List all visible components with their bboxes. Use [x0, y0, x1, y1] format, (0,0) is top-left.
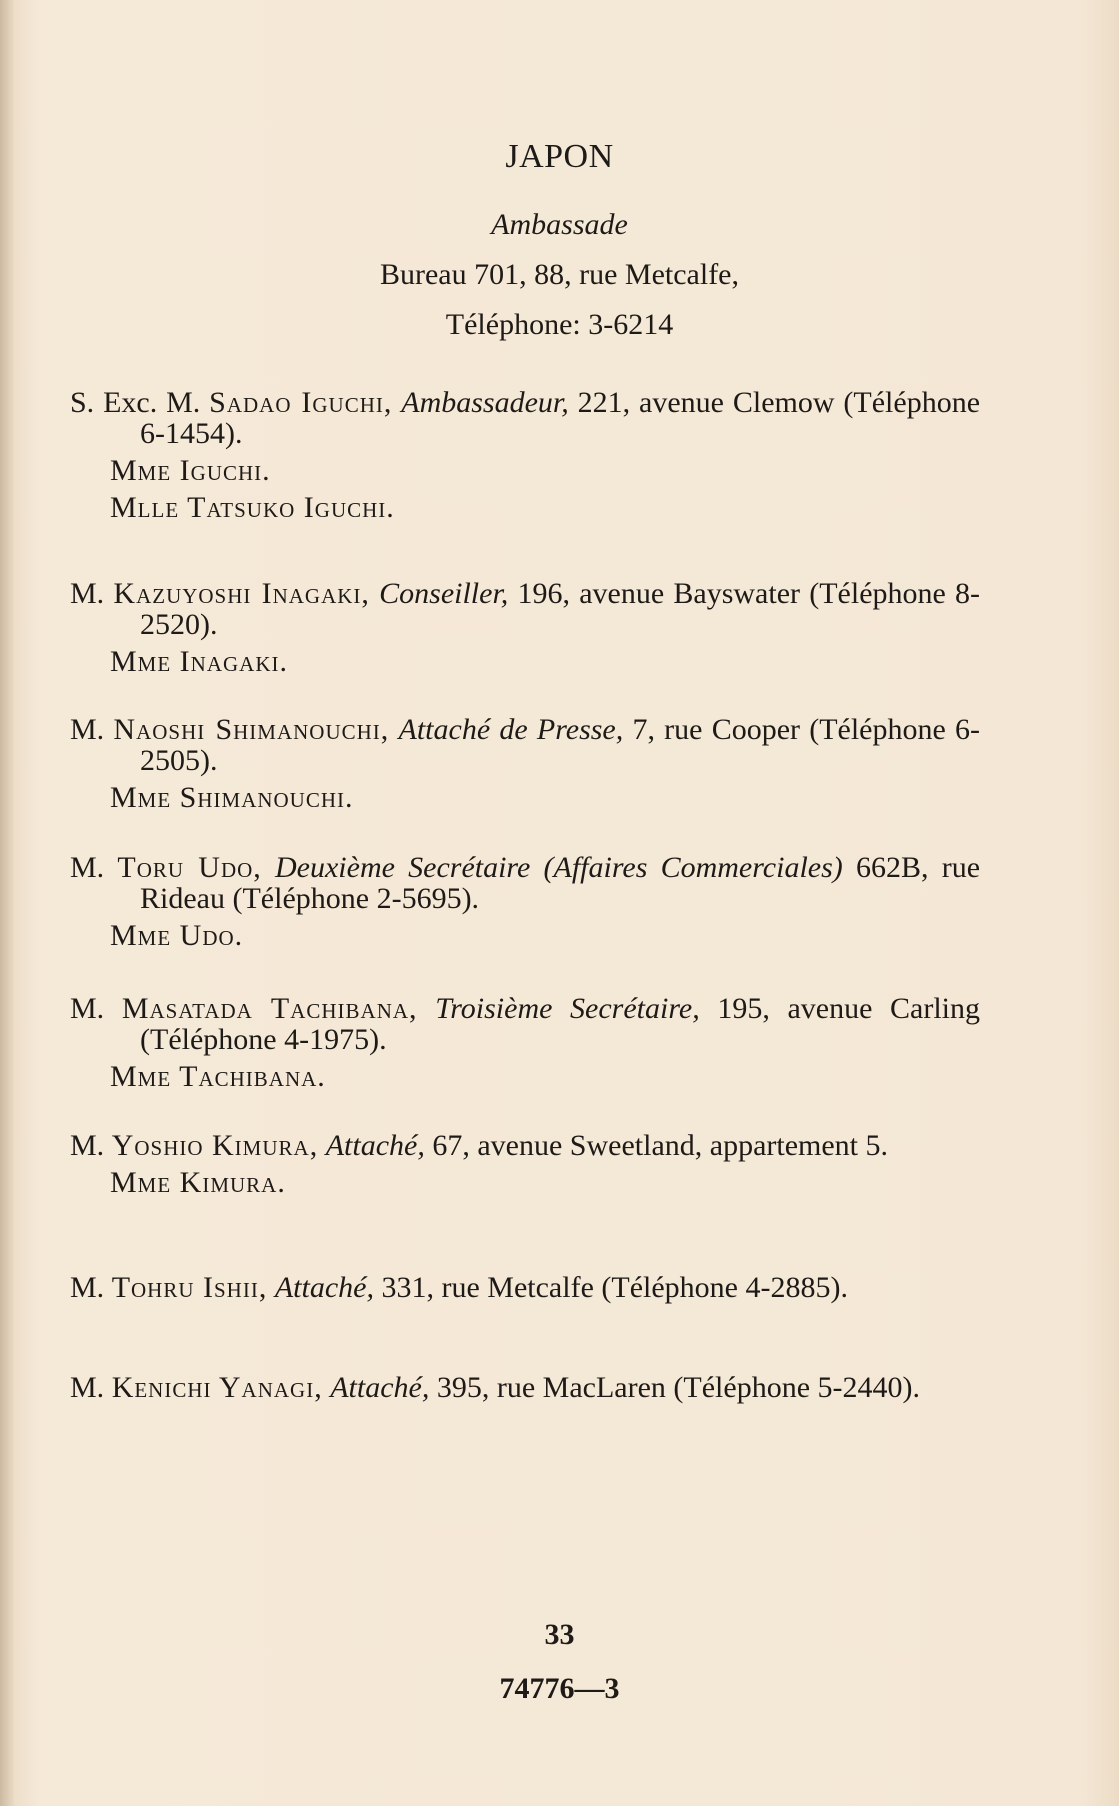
- directory-entry: [70, 714, 980, 813]
- entry-title: Attaché,: [330, 1371, 430, 1404]
- section-heading: Ambassade: [491, 208, 628, 241]
- entry-main-line: [70, 578, 980, 640]
- directory-entry: [70, 1272, 980, 1303]
- entry-details: 221, avenue Clemow (Téléphone 6-1454).: [140, 386, 981, 450]
- entry-details: 331, rue Metcalfe (Téléphone 4-2885).: [381, 1271, 848, 1304]
- country-heading: JAPON: [505, 138, 614, 175]
- entry-prefix: S. Exc. M.: [70, 386, 201, 419]
- entry-name: Toru Udo,: [117, 851, 262, 884]
- entry-details: 395, rue MacLaren (Téléphone 5-2440).: [436, 1371, 920, 1404]
- entry-main-line: [70, 1130, 980, 1161]
- page-number: 33: [544, 1618, 575, 1651]
- entry-title: Ambassadeur,: [401, 386, 569, 419]
- entry-prefix: M.: [70, 992, 105, 1025]
- directory-entry: [70, 1130, 980, 1198]
- entry-title: Troisième Secrétaire,: [435, 992, 700, 1025]
- entry-prefix: M.: [70, 713, 105, 746]
- entry-main-line: [70, 1372, 980, 1403]
- directory-entry: [70, 1372, 980, 1403]
- entry-family-member: Mme Inagaki.: [110, 645, 288, 678]
- entry-prefix: M.: [70, 1371, 105, 1404]
- entry-main-line: [70, 993, 980, 1055]
- entry-main-line: [70, 1272, 980, 1303]
- entry-prefix: M.: [70, 1271, 105, 1304]
- entry-name: Naoshi Shimanouchi,: [113, 713, 390, 746]
- entry-family-member: Mlle Tatsuko Iguchi.: [110, 491, 395, 524]
- directory-entry: [70, 387, 980, 523]
- entry-title: Attaché,: [325, 1129, 425, 1162]
- entry-details: 662B, rue Rideau (Téléphone 2-5695).: [140, 851, 981, 915]
- directory-entry: [70, 993, 980, 1092]
- entry-name: Kazuyoshi Inagaki,: [113, 577, 370, 610]
- entry-details: 67, avenue Sweetland, appartement 5.: [432, 1129, 889, 1162]
- print-code: 74776—3: [499, 1672, 620, 1705]
- entry-prefix: M.: [70, 851, 105, 884]
- directory-entry: [70, 578, 980, 677]
- entry-main-line: [70, 852, 980, 914]
- entry-name: Masatada Tachibana,: [121, 992, 418, 1025]
- entry-name: Kenichi Yanagi,: [111, 1371, 323, 1404]
- embassy-address: Bureau 701, 88, rue Metcalfe,: [379, 258, 740, 291]
- entry-prefix: M.: [70, 1129, 105, 1162]
- directory-entry: [70, 852, 980, 951]
- entry-details: 7, rue Cooper (Téléphone 6-2505).: [140, 713, 981, 777]
- entry-family-member: Mme Iguchi.: [110, 454, 271, 487]
- entry-title: Attaché de Presse,: [398, 713, 624, 746]
- entry-family-member: Mme Shimanouchi.: [110, 781, 354, 814]
- entry-prefix: M.: [70, 577, 105, 610]
- entry-title: Conseiller,: [379, 577, 509, 610]
- entry-title: Deuxième Secrétaire (Affaires Commerciales): [275, 851, 843, 884]
- entry-details: 196, avenue Bayswater (Téléphone 8-2520).: [140, 577, 981, 641]
- entry-name: Yoshio Kimura,: [111, 1129, 319, 1162]
- entry-family-member: Mme Udo.: [110, 919, 244, 952]
- entry-name: Sadao Iguchi,: [209, 386, 393, 419]
- entry-family-member: Mme Tachibana.: [110, 1060, 326, 1093]
- embassy-telephone: Téléphone: 3-6214: [445, 308, 674, 341]
- entry-main-line: [70, 387, 980, 449]
- entry-details: 195, avenue Carling (Téléphone 4-1975).: [140, 992, 981, 1056]
- entry-main-line: [70, 714, 980, 776]
- entry-family-member: Mme Kimura.: [110, 1166, 286, 1199]
- entry-title: Attaché,: [274, 1271, 374, 1304]
- entry-name: Tohru Ishii,: [111, 1271, 268, 1304]
